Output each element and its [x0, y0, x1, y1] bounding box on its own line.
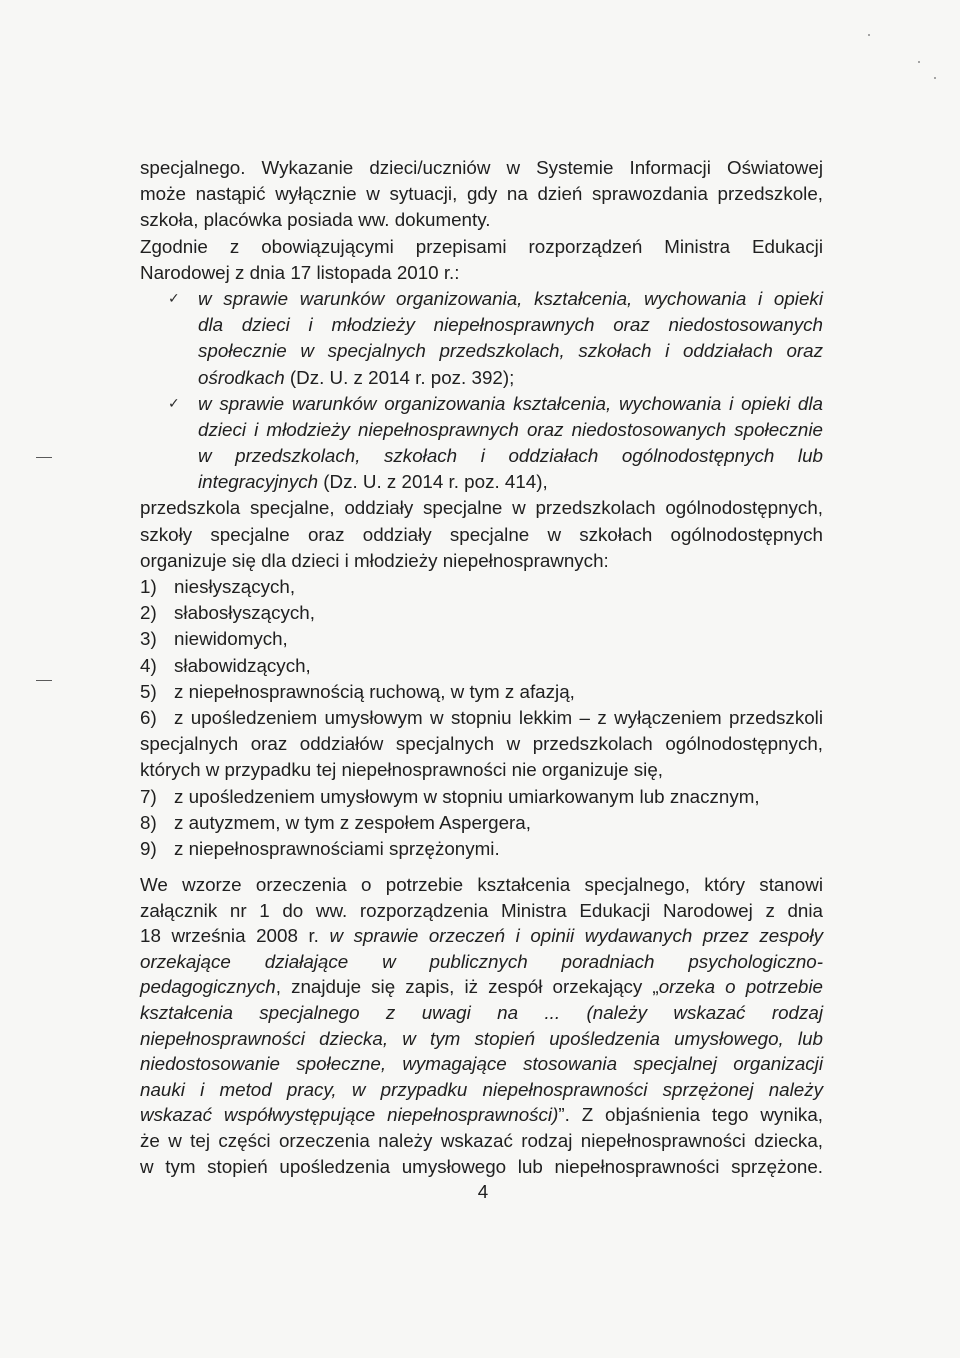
text-line	[140, 1128, 823, 1154]
text-run: słabosłyszących,	[174, 602, 315, 624]
text-run: że w tej części orzeczenia należy wskazać rodzaj niepełnosprawności dziecka,	[140, 1130, 823, 1151]
italic-text: wskazać współwystępujące niepełnosprawności)	[140, 1104, 559, 1126]
text-line	[140, 495, 823, 521]
text-run: których w przypadku tej niepełnosprawności nie organizuje się,	[140, 759, 664, 781]
italic-text: niedostosowanie społeczne, wymagające stosowania specjalnej organizacji	[140, 1053, 823, 1075]
text-line	[140, 365, 823, 391]
list-number: 2)	[140, 602, 157, 624]
scan-mark	[36, 457, 52, 458]
text-line	[140, 757, 823, 783]
italic-text: integracyjnych	[198, 471, 319, 493]
text-run: słabowidzących,	[174, 654, 311, 676]
text-line	[140, 872, 823, 898]
text-run: 18 września 2008 r.	[140, 925, 330, 947]
text-line	[140, 391, 823, 417]
text-line	[140, 155, 823, 181]
text-run: z niepełnosprawnościami sprzężonymi.	[174, 837, 500, 859]
paragraph-legal-basis	[140, 234, 823, 286]
italic-text: w sprawie warunków organizowania, kształcenia, wychowania i opieki	[198, 287, 823, 309]
text-line	[140, 1154, 823, 1180]
italic-text: ośrodkach	[198, 366, 285, 388]
list-item	[140, 600, 823, 626]
text-line	[140, 679, 823, 705]
list-item	[140, 705, 823, 784]
text-run: przedszkola specjalne, oddziały specjalne w przedszkolach ogólnodostępnych,	[140, 497, 823, 519]
text-line	[140, 1000, 823, 1026]
list-item	[140, 836, 823, 862]
document-body	[140, 155, 823, 1179]
list-number: 4)	[140, 654, 157, 676]
text-run: z upośledzeniem umysłowym w stopniu lekkim – z wyłączeniem przedszkoli	[174, 706, 823, 728]
text-run: szkoły specjalne oraz oddziały specjalne w szkołach ogólnodostępnych	[140, 523, 823, 545]
text-run: (Dz. U. z 2014 r. poz. 392);	[284, 366, 515, 388]
text-line	[140, 574, 823, 600]
scan-mark	[868, 34, 870, 36]
text-run: We wzorze orzeczenia o potrzebie kształcenia specjalnego, który stanowi	[140, 874, 823, 896]
text-line	[140, 1051, 823, 1077]
regulation-bullet	[140, 286, 823, 391]
text-line	[140, 312, 823, 338]
paragraph-ruling-template	[140, 872, 823, 1179]
text-line	[140, 731, 823, 757]
list-item	[140, 574, 823, 600]
text-line	[140, 653, 823, 679]
regulation-bullet	[140, 391, 823, 496]
text-line	[140, 207, 823, 233]
text-line	[140, 1077, 823, 1103]
text-line	[140, 898, 823, 924]
text-line	[140, 784, 823, 810]
list-number: 5)	[140, 680, 157, 702]
paragraph-sio-reporting	[140, 155, 823, 234]
italic-text: dzieci i młodzieży niepełnosprawnych oraz niedostosowanych społecznie	[198, 418, 823, 440]
italic-text: dla dzieci i młodzieży niepełnosprawnych oraz niedostosowanych	[198, 314, 823, 336]
list-number: 7)	[140, 785, 157, 807]
list-item	[140, 784, 823, 810]
checkmark-icon: ✓	[168, 290, 180, 307]
text-run: ”. Z objaśnienia tego wynika,	[558, 1104, 823, 1126]
text-run: Zgodnie z obowiązującymi przepisami rozporządzeń Ministra Edukacji	[140, 235, 823, 257]
italic-text: społecznie w specjalnych przedszkolach, szkołach i oddziałach oraz	[198, 340, 823, 362]
list-item	[140, 653, 823, 679]
text-line	[140, 626, 823, 652]
text-run: niewidomych,	[174, 628, 288, 650]
scan-mark	[934, 77, 936, 79]
text-line	[140, 1102, 823, 1128]
text-line	[140, 1026, 823, 1052]
paragraph-special-schools	[140, 495, 823, 574]
italic-text: kształcenia specjalnego z uwagi na ... (należy wskazać rodzaj	[140, 1002, 823, 1024]
text-line	[140, 810, 823, 836]
text-run: niesłyszących,	[174, 576, 296, 597]
checkmark-icon: ✓	[168, 395, 180, 412]
italic-text: orzeka o potrzebie	[658, 976, 823, 998]
text-run: szkoła, placówka posiada ww. dokumenty.	[140, 209, 491, 231]
list-number: 3)	[140, 628, 157, 650]
italic-text: w przedszkolach, szkołach i oddziałach ogólnodostępnych lub	[198, 445, 823, 467]
scan-mark	[918, 61, 920, 63]
text-run: Narodowej z dnia 17 listopada 2010 r.:	[140, 261, 460, 283]
text-line	[140, 974, 823, 1000]
italic-text: w sprawie orzeczeń i opinii wydawanych przez zespoły	[329, 925, 823, 947]
text-line	[140, 923, 823, 949]
text-run: z autyzmem, w tym z zespołem Aspergera,	[174, 811, 531, 833]
text-line	[140, 417, 823, 443]
text-line	[140, 469, 823, 495]
text-run: może nastąpić wyłącznie w sytuacji, gdy na dzień sprawozdania przedszkole,	[140, 183, 823, 205]
text-line	[140, 234, 823, 260]
text-line	[140, 836, 823, 862]
list-number: 6)	[140, 706, 157, 728]
text-run: organizuje się dla dzieci i młodzieży niepełnosprawnych:	[140, 549, 609, 571]
text-line	[140, 260, 823, 286]
text-run: specjalnego. Wykazanie dzieci/uczniów w Systemie Informacji Oświatowej	[140, 157, 823, 178]
text-run: z upośledzeniem umysłowym w stopniu umiarkowanym lub znacznym,	[174, 785, 760, 807]
text-line	[140, 600, 823, 626]
text-run: załącznik nr 1 do ww. rozporządzenia Ministra Edukacji Narodowej z dnia	[140, 899, 823, 921]
scan-mark	[36, 680, 52, 681]
text-line	[140, 705, 823, 731]
text-run: , znajduje się zapis, iż zespół orzekający „	[275, 976, 659, 998]
page-number: 4	[477, 1181, 489, 1202]
list-item	[140, 810, 823, 836]
text-run: (Dz. U. z 2014 r. poz. 414),	[318, 471, 548, 493]
text-run: w tym stopień upośledzenia umysłowego lub niepełnosprawności sprzężone.	[140, 1155, 823, 1177]
text-line	[140, 443, 823, 469]
list-number: 8)	[140, 811, 157, 833]
text-run: z niepełnosprawnością ruchową, w tym z afazją,	[174, 680, 575, 702]
italic-text: w sprawie warunków organizowania kształcenia, wychowania i opieki dla	[198, 392, 823, 414]
italic-text: niepełnosprawności dziecka, w tym stopień upośledzenia umysłowego, lub	[140, 1027, 823, 1049]
text-line	[140, 949, 823, 975]
italic-text: orzekające działające w publicznych poradniach psychologiczno-	[140, 950, 823, 972]
list-number: 9)	[140, 837, 157, 859]
text-line	[140, 548, 823, 574]
list-item	[140, 626, 823, 652]
text-line	[140, 522, 823, 548]
list-number: 1)	[140, 576, 157, 597]
italic-text: pedagogicznych	[140, 976, 276, 998]
text-line	[140, 286, 823, 312]
list-item	[140, 679, 823, 705]
text-line	[140, 181, 823, 207]
text-run: specjalnych oraz oddziałów specjalnych w przedszkolach ogólnodostępnych,	[140, 733, 823, 755]
italic-text: nauki i metod pracy, w przypadku niepełnosprawności sprzężonej należy	[140, 1078, 823, 1100]
text-line	[140, 338, 823, 364]
